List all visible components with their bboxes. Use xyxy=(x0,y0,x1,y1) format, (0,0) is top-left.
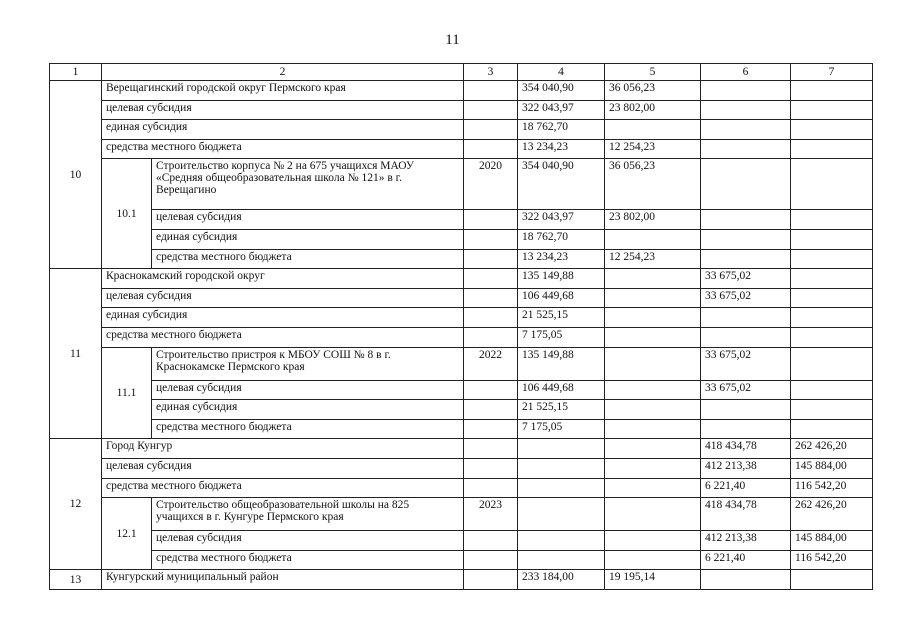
value-cell-c5 xyxy=(605,458,701,478)
group-number: 13 xyxy=(50,570,102,590)
value-cell-c4 xyxy=(518,550,605,570)
group-number: 12 xyxy=(50,439,102,570)
value-cell-c5 xyxy=(605,120,701,140)
municipality-name: Кунгурский муниципальный район xyxy=(102,570,464,590)
object-detail-row xyxy=(50,229,873,249)
value-cell-c4 xyxy=(518,458,605,478)
value-cell-c3 xyxy=(464,100,518,120)
value-cell-c3: 2020 xyxy=(464,159,518,210)
value-cell-c7 xyxy=(791,210,873,230)
funding-source: целевая субсидия xyxy=(102,288,464,308)
value-cell-c6: 418 434,78 xyxy=(701,498,791,531)
value-cell-c7: 145 884,00 xyxy=(791,531,873,551)
value-cell-c4: 18 762,70 xyxy=(518,229,605,249)
group-detail-row xyxy=(50,478,873,498)
funding-source: единая субсидия xyxy=(102,120,464,140)
group-title-row xyxy=(50,81,873,101)
value-cell-c5 xyxy=(605,498,701,531)
value-cell-c6 xyxy=(701,400,791,420)
value-cell-c7 xyxy=(791,159,873,210)
group-title-row xyxy=(50,269,873,289)
value-cell-c4: 21 525,15 xyxy=(518,308,605,328)
funding-source: средства местного бюджета xyxy=(102,478,464,498)
value-cell-c6 xyxy=(701,419,791,439)
value-cell-c5: 36 056,23 xyxy=(605,81,701,101)
value-cell-c5: 36 056,23 xyxy=(605,159,701,210)
header-col-6: 6 xyxy=(701,64,791,81)
header-col-2: 2 xyxy=(102,64,464,81)
group-number: 11 xyxy=(50,269,102,439)
value-cell-c3 xyxy=(464,229,518,249)
group-title-row xyxy=(50,570,873,590)
header-col-7: 7 xyxy=(791,64,873,81)
funding-source: средства местного бюджета xyxy=(102,327,464,347)
value-cell-c6 xyxy=(701,249,791,269)
funding-source: целевая субсидия xyxy=(152,210,464,230)
municipality-name: Верещагинский городской округ Пермского края xyxy=(102,81,464,101)
value-cell-c6 xyxy=(701,159,791,210)
group-number: 10 xyxy=(50,81,102,269)
value-cell-c6: 418 434,78 xyxy=(701,439,791,459)
value-cell-c5 xyxy=(605,288,701,308)
value-cell-c6 xyxy=(701,81,791,101)
value-cell-c4: 354 040,90 xyxy=(518,159,605,210)
value-cell-c4: 135 149,88 xyxy=(518,269,605,289)
value-cell-c6 xyxy=(701,210,791,230)
value-cell-c6 xyxy=(701,229,791,249)
value-cell-c3 xyxy=(464,531,518,551)
value-cell-c7 xyxy=(791,249,873,269)
object-row xyxy=(50,159,873,210)
value-cell-c4: 7 175,05 xyxy=(518,327,605,347)
value-cell-c3 xyxy=(464,249,518,269)
value-cell-c5: 12 254,23 xyxy=(605,139,701,159)
value-cell-c4: 18 762,70 xyxy=(518,120,605,140)
group-detail-row xyxy=(50,308,873,328)
object-detail-row xyxy=(50,380,873,400)
value-cell-c7 xyxy=(791,308,873,328)
value-cell-c5 xyxy=(605,347,701,380)
object-name: Строительство общеобразовательной школы на 825 учащихся в г. Кунгуре Пермского края xyxy=(152,498,464,531)
object-number: 11.1 xyxy=(102,347,152,439)
value-cell-c5: 19 195,14 xyxy=(605,570,701,590)
value-cell-c3 xyxy=(464,288,518,308)
group-detail-row xyxy=(50,327,873,347)
value-cell-c7 xyxy=(791,120,873,140)
value-cell-c7 xyxy=(791,229,873,249)
value-cell-c4 xyxy=(518,498,605,531)
funding-source: средства местного бюджета xyxy=(152,550,464,570)
value-cell-c7 xyxy=(791,288,873,308)
value-cell-c3 xyxy=(464,210,518,230)
value-cell-c7 xyxy=(791,81,873,101)
funding-source: единая субсидия xyxy=(152,229,464,249)
group-detail-row xyxy=(50,120,873,140)
object-detail-row xyxy=(50,550,873,570)
object-number: 10.1 xyxy=(102,159,152,269)
value-cell-c6: 6 221,40 xyxy=(701,550,791,570)
value-cell-c3 xyxy=(464,81,518,101)
value-cell-c3 xyxy=(464,308,518,328)
group-detail-row xyxy=(50,288,873,308)
value-cell-c3 xyxy=(464,419,518,439)
value-cell-c3 xyxy=(464,550,518,570)
value-cell-c4: 322 043,97 xyxy=(518,210,605,230)
value-cell-c4: 233 184,00 xyxy=(518,570,605,590)
group-detail-row xyxy=(50,139,873,159)
value-cell-c6 xyxy=(701,139,791,159)
value-cell-c4: 13 234,23 xyxy=(518,139,605,159)
header-col-5: 5 xyxy=(605,64,701,81)
value-cell-c5 xyxy=(605,308,701,328)
value-cell-c5 xyxy=(605,269,701,289)
value-cell-c7 xyxy=(791,100,873,120)
value-cell-c6: 412 213,38 xyxy=(701,531,791,551)
value-cell-c7: 262 426,20 xyxy=(791,439,873,459)
funding-source: средства местного бюджета xyxy=(152,419,464,439)
value-cell-c6: 33 675,02 xyxy=(701,269,791,289)
funding-source: единая субсидия xyxy=(152,400,464,420)
value-cell-c7 xyxy=(791,139,873,159)
value-cell-c4: 13 234,23 xyxy=(518,249,605,269)
value-cell-c7 xyxy=(791,400,873,420)
value-cell-c4 xyxy=(518,478,605,498)
value-cell-c7: 116 542,20 xyxy=(791,550,873,570)
municipality-name: Краснокамский городской округ xyxy=(102,269,464,289)
value-cell-c7 xyxy=(791,570,873,590)
group-detail-row xyxy=(50,458,873,478)
value-cell-c3: 2022 xyxy=(464,347,518,380)
object-name: Строительство пристроя к МБОУ СОШ № 8 в г. Краснокамске Пермского края xyxy=(152,347,464,380)
object-detail-row xyxy=(50,400,873,420)
value-cell-c3 xyxy=(464,570,518,590)
value-cell-c4: 322 043,97 xyxy=(518,100,605,120)
value-cell-c4: 7 175,05 xyxy=(518,419,605,439)
object-row xyxy=(50,498,873,531)
value-cell-c5 xyxy=(605,439,701,459)
value-cell-c5 xyxy=(605,550,701,570)
object-detail-row xyxy=(50,210,873,230)
value-cell-c3 xyxy=(464,139,518,159)
value-cell-c4: 354 040,90 xyxy=(518,81,605,101)
value-cell-c3 xyxy=(464,380,518,400)
value-cell-c7 xyxy=(791,347,873,380)
object-row xyxy=(50,347,873,380)
funding-source: целевая субсидия xyxy=(102,100,464,120)
value-cell-c3 xyxy=(464,120,518,140)
value-cell-c6: 33 675,02 xyxy=(701,380,791,400)
value-cell-c7 xyxy=(791,327,873,347)
page-number: 11 xyxy=(445,32,460,48)
object-number: 12.1 xyxy=(102,498,152,570)
object-detail-row xyxy=(50,249,873,269)
value-cell-c4: 106 449,68 xyxy=(518,288,605,308)
value-cell-c5 xyxy=(605,478,701,498)
value-cell-c7 xyxy=(791,380,873,400)
value-cell-c7: 262 426,20 xyxy=(791,498,873,531)
funding-source: целевая субсидия xyxy=(152,531,464,551)
value-cell-c5 xyxy=(605,229,701,249)
value-cell-c5 xyxy=(605,327,701,347)
value-cell-c6 xyxy=(701,327,791,347)
value-cell-c6: 6 221,40 xyxy=(701,478,791,498)
object-detail-row xyxy=(50,531,873,551)
value-cell-c4: 106 449,68 xyxy=(518,380,605,400)
header-row xyxy=(50,64,873,81)
header-col-4: 4 xyxy=(518,64,605,81)
value-cell-c7 xyxy=(791,419,873,439)
value-cell-c3 xyxy=(464,400,518,420)
municipality-name: Город Кунгур xyxy=(102,439,464,459)
funding-source: единая субсидия xyxy=(102,308,464,328)
value-cell-c6 xyxy=(701,308,791,328)
value-cell-c5 xyxy=(605,419,701,439)
value-cell-c6: 33 675,02 xyxy=(701,347,791,380)
funding-source: целевая субсидия xyxy=(102,458,464,478)
value-cell-c3 xyxy=(464,269,518,289)
value-cell-c4 xyxy=(518,439,605,459)
value-cell-c4: 135 149,88 xyxy=(518,347,605,380)
group-title-row xyxy=(50,439,873,459)
value-cell-c6: 412 213,38 xyxy=(701,458,791,478)
value-cell-c6 xyxy=(701,100,791,120)
value-cell-c5: 12 254,23 xyxy=(605,249,701,269)
value-cell-c4: 21 525,15 xyxy=(518,400,605,420)
value-cell-c3: 2023 xyxy=(464,498,518,531)
funding-source: средства местного бюджета xyxy=(102,139,464,159)
object-name: Строительство корпуса № 2 на 675 учащихся МАОУ «Средняя общеобразовательная школа № 121» в г. Верещагино xyxy=(152,159,464,210)
value-cell-c6 xyxy=(701,570,791,590)
value-cell-c5: 23 802,00 xyxy=(605,100,701,120)
value-cell-c5 xyxy=(605,400,701,420)
value-cell-c3 xyxy=(464,439,518,459)
value-cell-c7 xyxy=(791,269,873,289)
value-cell-c6 xyxy=(701,120,791,140)
value-cell-c5 xyxy=(605,380,701,400)
value-cell-c7: 145 884,00 xyxy=(791,458,873,478)
group-detail-row xyxy=(50,100,873,120)
header-col-1: 1 xyxy=(50,64,102,81)
value-cell-c3 xyxy=(464,478,518,498)
value-cell-c6: 33 675,02 xyxy=(701,288,791,308)
value-cell-c5 xyxy=(605,531,701,551)
value-cell-c4 xyxy=(518,531,605,551)
object-detail-row xyxy=(50,419,873,439)
value-cell-c5: 23 802,00 xyxy=(605,210,701,230)
funding-source: целевая субсидия xyxy=(152,380,464,400)
header-col-3: 3 xyxy=(464,64,518,81)
budget-table xyxy=(49,63,873,590)
value-cell-c7: 116 542,20 xyxy=(791,478,873,498)
value-cell-c3 xyxy=(464,327,518,347)
funding-source: средства местного бюджета xyxy=(152,249,464,269)
value-cell-c3 xyxy=(464,458,518,478)
